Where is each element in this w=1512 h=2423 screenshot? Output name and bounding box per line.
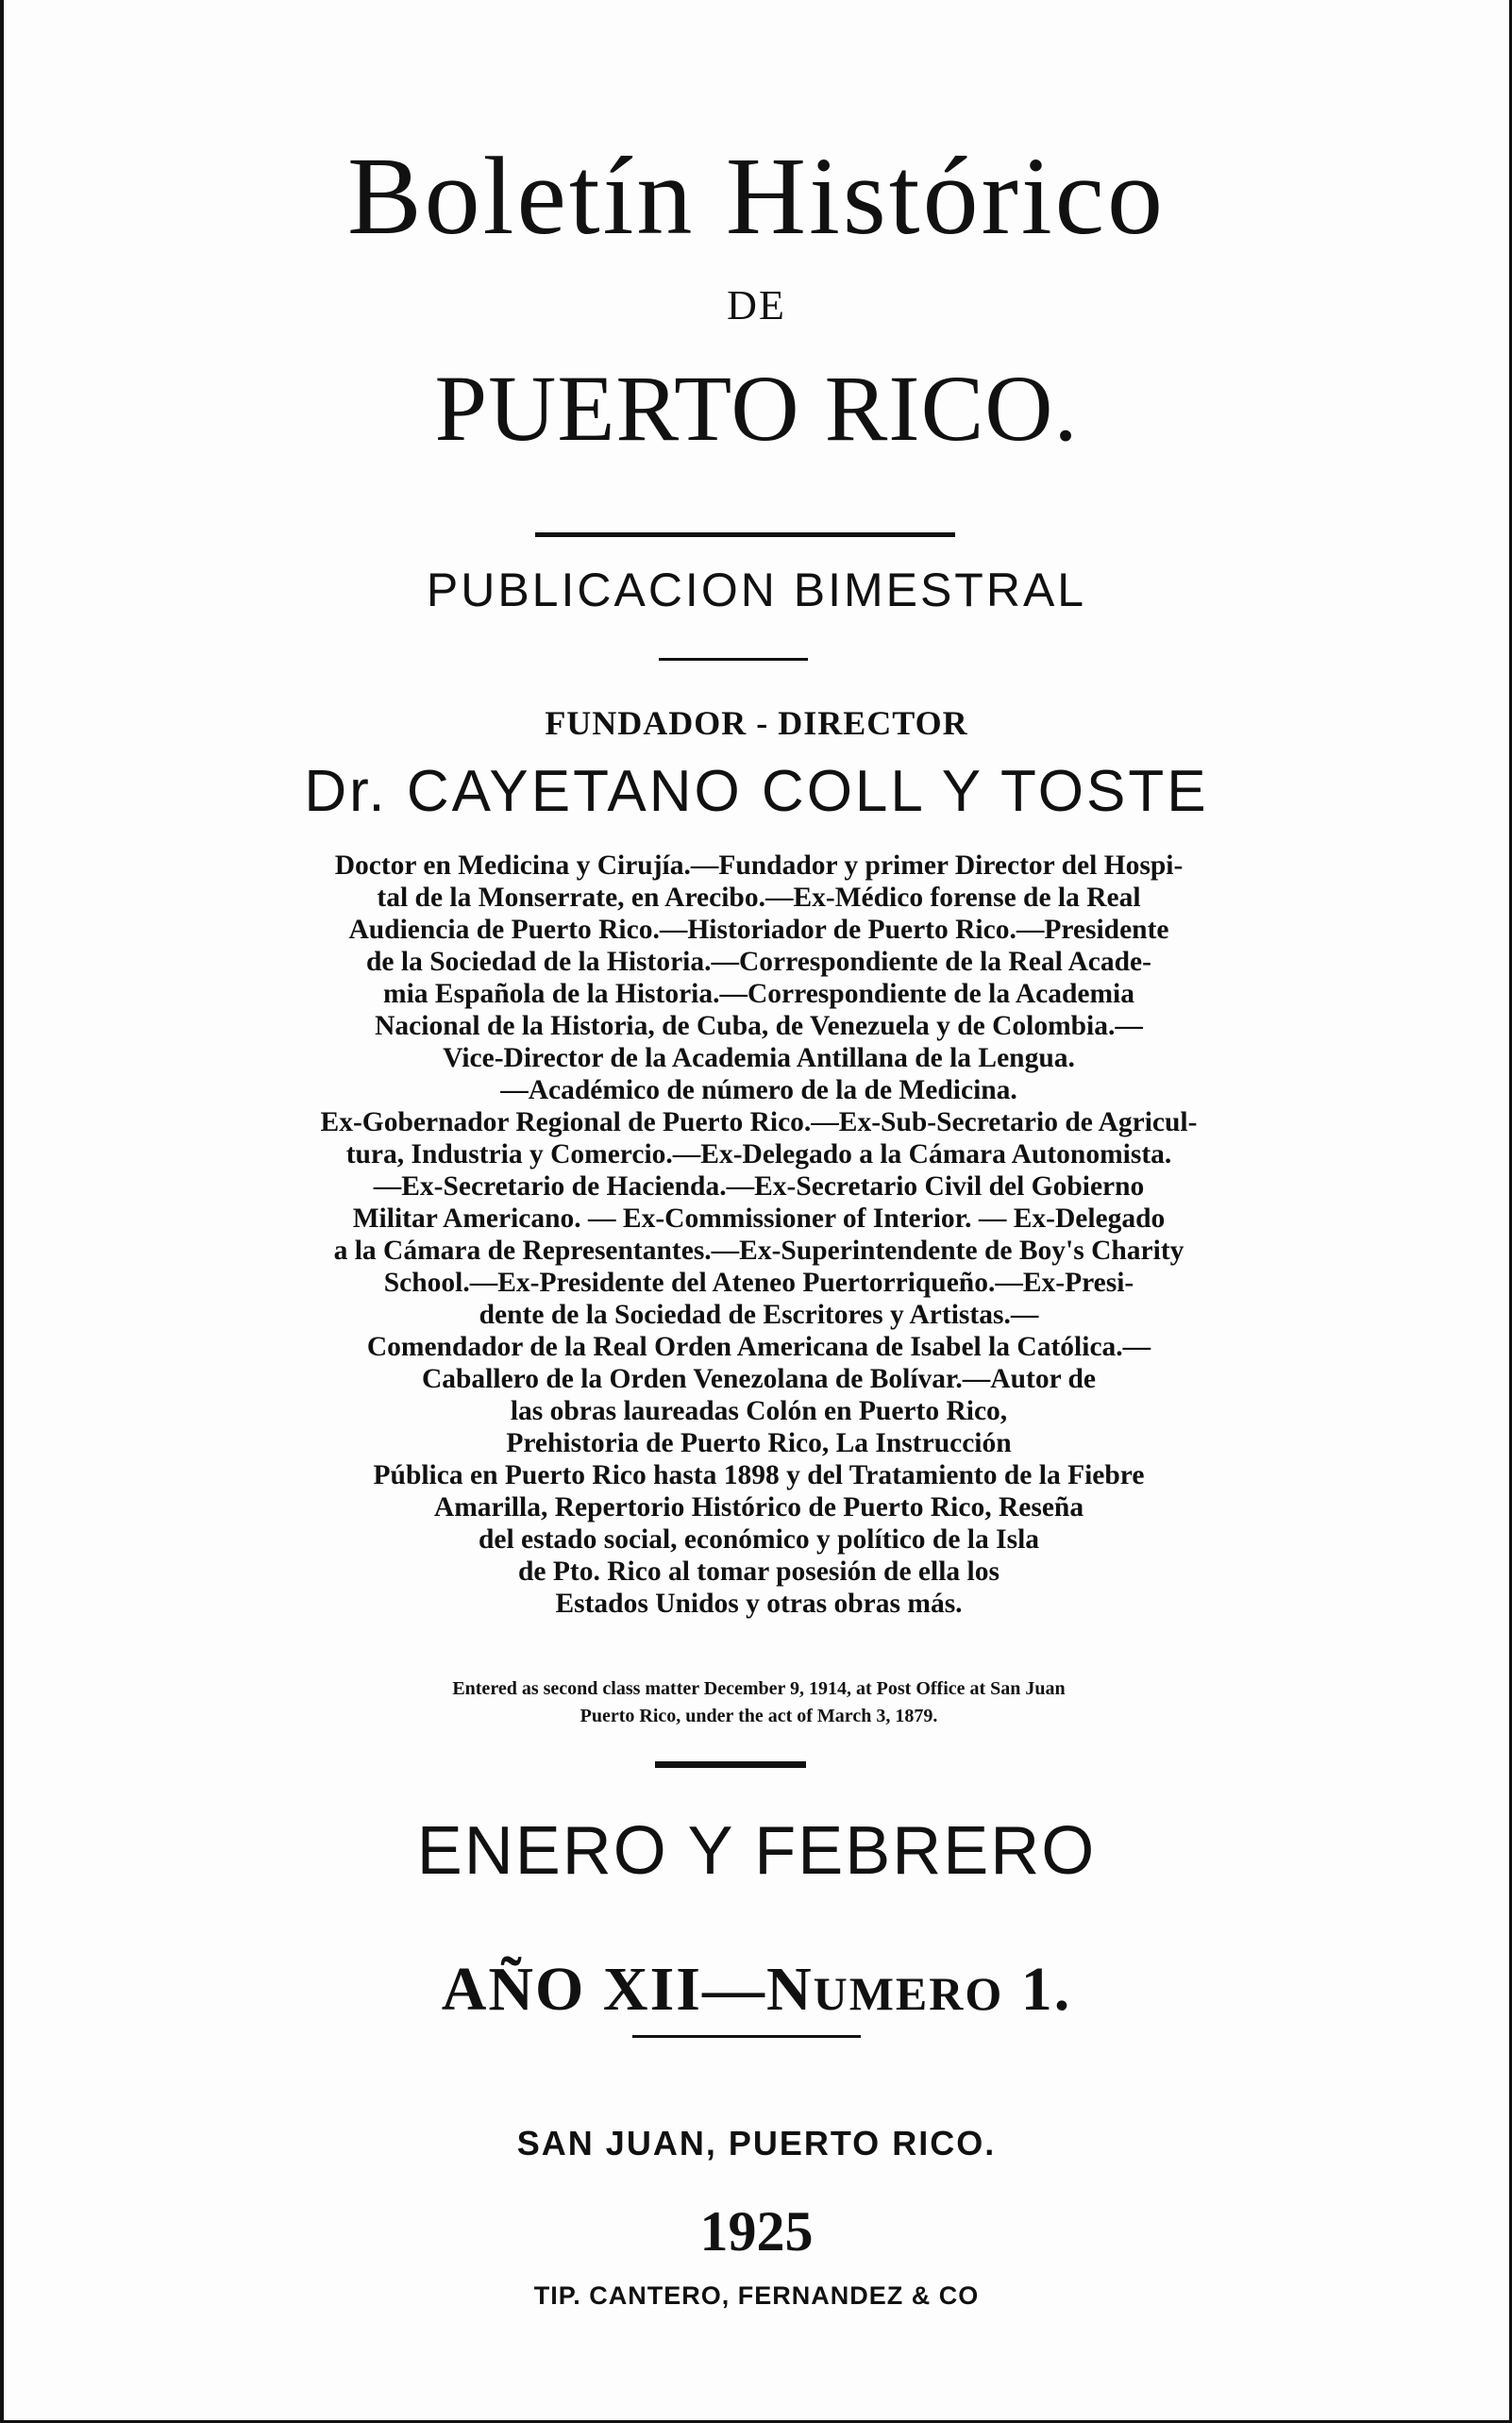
founder-name: Dr. CAYETANO COLL Y TOSTE [304,759,1209,824]
bio-line: Prehistoria de Puerto Rico, La Instrucción [506,1428,1012,1458]
bio-line: mia Española de la Historia.—Correspondiente de la Academia [383,979,1134,1009]
bio-line: tal de la Monserrate, en Arecibo.—Ex-Médico forense de la Real [377,883,1141,913]
bio-line: Caballero de la Orden Venezolana de Bolívar.—Autor de [421,1364,1097,1394]
postal-entry-notice [221,1675,1297,1730]
issue-number-value: 1. [1020,1955,1072,2024]
bio-line: Comendador de la Real Orden Americana de Isabel la Católica.— [366,1332,1151,1362]
divider-short [659,658,808,661]
bio-line: School.—Ex-Presidente del Ateneo Puertorriqueño.—Ex-Presi- [383,1268,1134,1298]
bio-line: Vice-Director de la Academia Antillana de la Lengua. [443,1043,1075,1073]
bio-line: Audiencia de Puerto Rico.—Historiador de Puerto Rico.—Presidente [348,915,1169,945]
divider-thick [655,1761,806,1768]
bio-line: Ex-Gobernador Regional de Puerto Rico.—Ex-Sub-Secretario de Agricul- [320,1107,1198,1137]
notice-line: Puerto Rico, under the act of March 3, 1879. [580,1706,938,1726]
bio-line: —Académico de número de la de Medicina. [500,1075,1017,1105]
bio-line: Estados Unidos y otras obras más. [555,1589,963,1619]
bio-line: Nacional de la Historia, de Cuba, de Venezuela y de Colombia.— [375,1011,1143,1041]
bio-line: de Pto. Rico al tomar posesión de ella los [518,1556,1000,1587]
founder-biography [174,850,1344,1620]
bio-line: del estado social, económico y político de la Isla [478,1524,1040,1555]
issue-number-word: UMERO [813,1967,1004,2020]
bio-line: tura, Industria y Comercio.—Ex-Delegado a la Cámara Autonomista. [345,1139,1172,1169]
issue-year-num: XII—N [602,1955,814,2024]
issue-months: ENERO Y FEBRERO [416,1813,1097,1889]
bio-line: dente de la Sociedad de Escritores y Artistas.— [479,1300,1039,1330]
notice-line: Entered as second class matter December 9, 1914, at Post Office at San Juan [452,1678,1066,1699]
title-line-1: Boletín Histórico [346,134,1167,258]
bio-line: Doctor en Medicina y Cirujía.—Fundador y primer Director del Hospi- [334,850,1184,881]
bio-line: Pública en Puerto Rico hasta 1898 y del Tratamiento de la Fiebre [373,1460,1145,1490]
bio-line: —Ex-Secretario de Hacienda.—Ex-Secretario Civil del Gobierno [373,1171,1145,1202]
bio-line: a la Cámara de Representantes.—Ex-Superintendente de Boy's Charity [333,1236,1184,1266]
divider-top [535,532,955,537]
issue-year-word: AÑO [441,1955,586,2024]
issue-number [4,1954,1509,2026]
divider-issue [632,2035,861,2038]
bio-line: Amarilla, Repertorio Histórico de Puerto Rico, Reseña [433,1492,1084,1523]
title-line-3: PUERTO RICO. [434,356,1079,461]
printer-name: TIP. CANTERO, FERNANDEZ & CO [533,2281,980,2310]
bio-line: Militar Americano. — Ex-Commissioner of Interior. — Ex-Delegado [352,1203,1166,1234]
publication-frequency: PUBLICACION BIMESTRAL [426,564,1087,616]
bio-line: las obras laureadas Colón en Puerto Rico, [510,1396,1008,1426]
title-line-2: DE [727,282,786,328]
publication-year: 1925 [699,2200,814,2263]
bio-line: de la Sociedad de la Historia.—Correspondiente de la Real Acade- [366,947,1151,977]
founder-label: FUNDADOR - DIRECTOR [545,704,968,742]
publication-city: SAN JUAN, PUERTO RICO. [516,2124,997,2162]
